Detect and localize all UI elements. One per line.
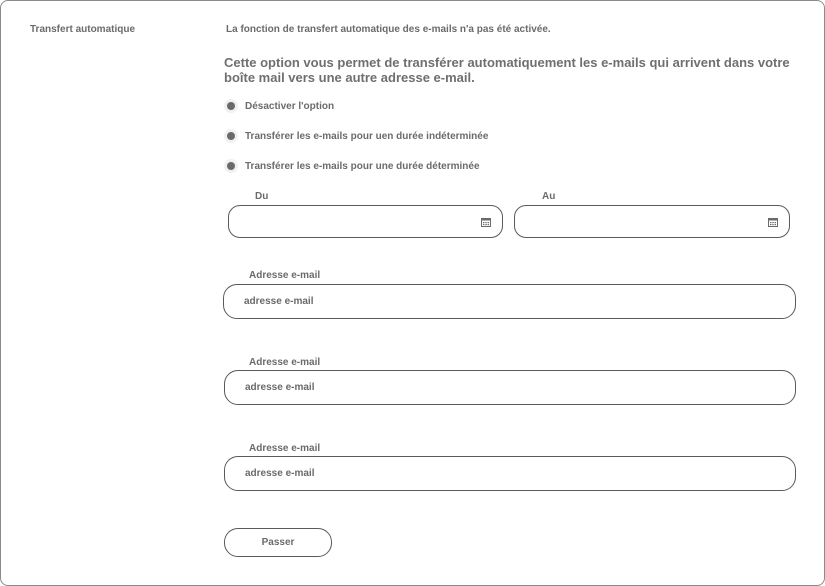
option-forward-indefinite[interactable] bbox=[224, 128, 488, 144]
radio-button[interactable] bbox=[224, 159, 238, 173]
calendar-icon[interactable] bbox=[768, 217, 778, 227]
option-forward-indefinite-label: Transférer les e-mails pour uen durée indéterminée bbox=[245, 130, 489, 142]
calendar-icon[interactable] bbox=[481, 217, 491, 227]
email-field[interactable] bbox=[223, 284, 796, 319]
section-label: Transfert automatique bbox=[30, 24, 136, 35]
date-to-input[interactable] bbox=[514, 205, 790, 238]
email-field-label: Adresse e-mail bbox=[249, 357, 321, 368]
forwarding-description: Cette option vous permet de transférer automatiquement les e-mails qui arrivent dans votre boîte mail vers une autre adresse e-mail. bbox=[224, 55, 790, 85]
pass-button[interactable]: Passer bbox=[224, 528, 332, 557]
email-field-label: Adresse e-mail bbox=[249, 443, 321, 454]
email-field-label: Adresse e-mail bbox=[249, 270, 321, 281]
option-disable-label: Désactiver l'option bbox=[245, 100, 335, 112]
forwarding-status-text: La fonction de transfert automatique des e-mails n'a pas été activée. bbox=[226, 24, 551, 35]
option-disable[interactable] bbox=[224, 98, 334, 114]
date-to-label: Au bbox=[542, 191, 556, 202]
email-field[interactable] bbox=[224, 456, 796, 491]
radio-button[interactable] bbox=[224, 99, 238, 113]
option-forward-defined-label: Transférer les e-mails pour une durée déterminée bbox=[245, 160, 480, 172]
email-field[interactable] bbox=[224, 370, 796, 405]
date-from-label: Du bbox=[255, 191, 269, 202]
radio-button[interactable] bbox=[224, 129, 238, 143]
option-forward-defined[interactable] bbox=[224, 158, 480, 174]
date-from-input[interactable] bbox=[228, 205, 503, 238]
